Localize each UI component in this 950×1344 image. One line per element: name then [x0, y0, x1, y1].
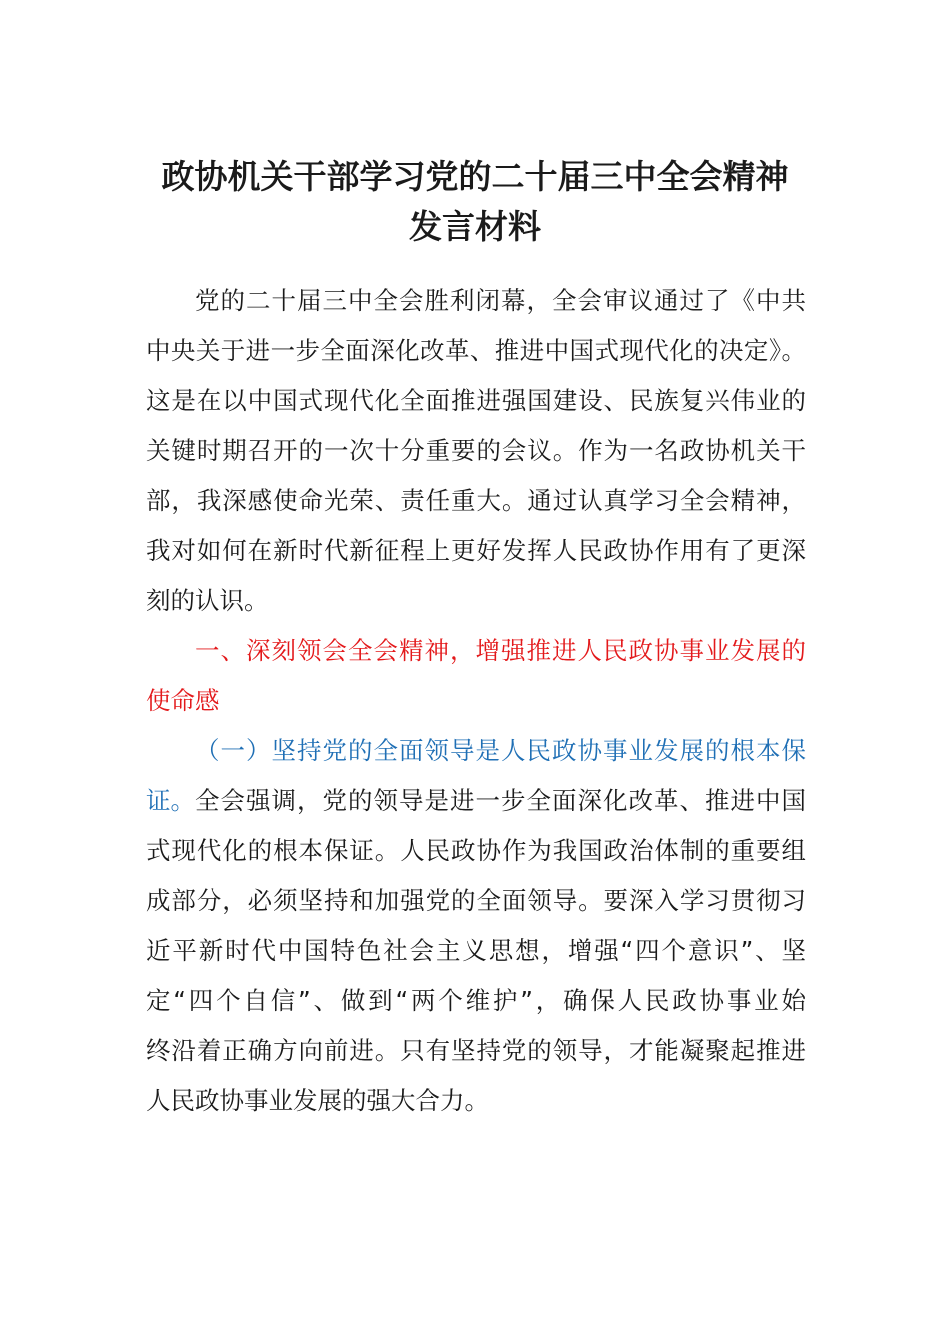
- section-heading-line: 使命感: [146, 686, 220, 715]
- section-heading-line: 一、深刻领会全会精神，增强推进人民政协事业发展的: [195, 636, 806, 665]
- paragraph-line: 人民政协事业发展的强大合力。: [146, 1086, 489, 1115]
- paragraph-line: 中央关于进一步全面深化改革、推进中国式现代化的决定》。: [146, 336, 806, 365]
- paragraph-line: 式现代化的根本保证。人民政协作为我国政治体制的重要组: [146, 836, 806, 865]
- paragraph-line: 定“四个自信”、做到“两个维护”，确保人民政协事业始: [146, 986, 806, 1015]
- paragraph-line: 党的二十届三中全会胜利闭幕，全会审议通过了《中共: [195, 286, 806, 315]
- paragraph-line: 刻的认识。: [146, 586, 269, 615]
- document-title-line-1: 政协机关干部学习党的二十届三中全会精神: [161, 157, 789, 196]
- paragraph-text: 全会强调，党的领导是进一步全面深化改革、推进中国: [195, 786, 806, 815]
- paragraph-line: 终沿着正确方向前进。只有坚持党的领导，才能凝聚起推进: [146, 1036, 806, 1065]
- paragraph-line: 部，我深感使命光荣、责任重大。通过认真学习全会精神，: [146, 486, 806, 515]
- document-title-line-2: 发言材料: [409, 207, 541, 246]
- paragraph-line: 关键时期召开的一次十分重要的会议。作为一名政协机关干: [146, 436, 806, 465]
- paragraph-line: 近平新时代中国特色社会主义思想，增强“四个意识”、坚: [146, 936, 806, 965]
- paragraph-line: 成部分，必须坚持和加强党的全面领导。要深入学习贯彻习: [146, 886, 806, 915]
- paragraph-line: 我对如何在新时代新征程上更好发挥人民政协作用有了更深: [146, 536, 806, 565]
- subheading-end: 证。: [146, 786, 195, 815]
- paragraph-line: 这是在以中国式现代化全面推进强国建设、民族复兴伟业的: [146, 386, 806, 415]
- mixed-line: [146, 776, 806, 826]
- subheading-line: （一）坚持党的全面领导是人民政协事业发展的根本保: [195, 736, 806, 765]
